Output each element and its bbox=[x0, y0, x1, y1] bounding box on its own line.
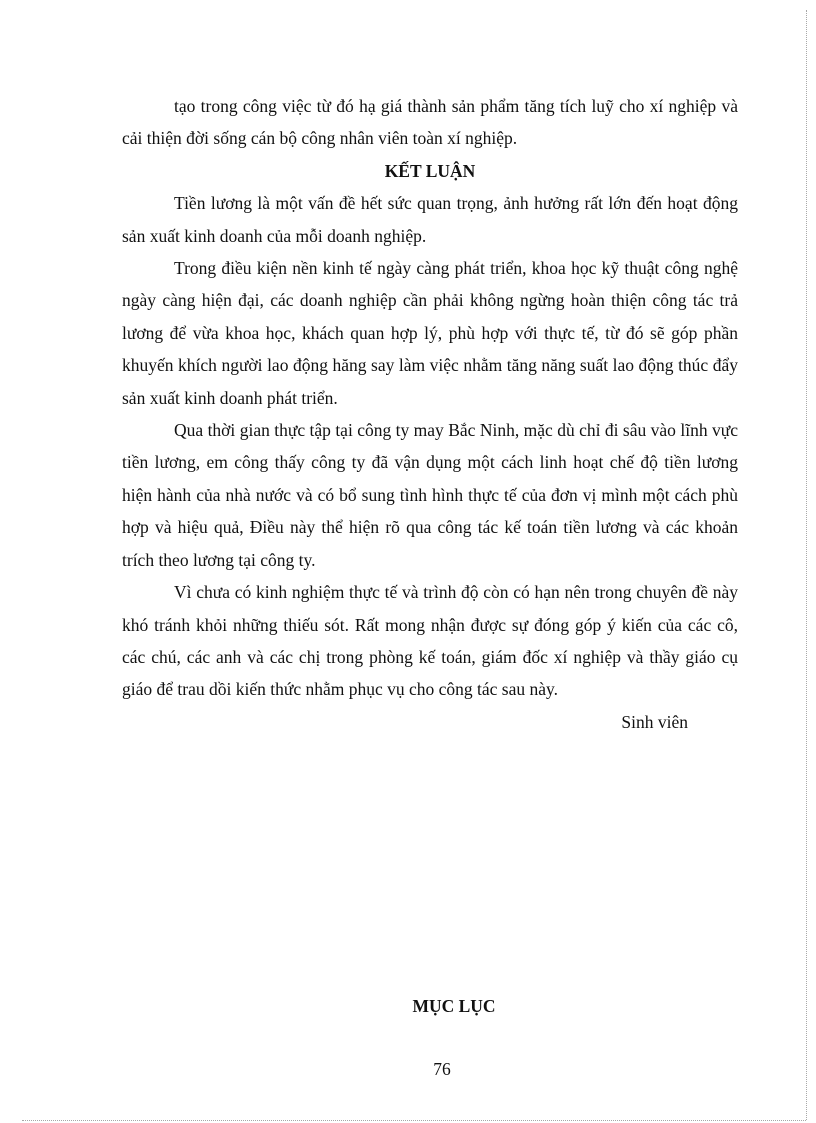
document-body bbox=[122, 90, 738, 738]
page-border-bottom bbox=[22, 1120, 806, 1121]
conclusion-heading: KẾT LUẬN bbox=[384, 160, 476, 181]
conclusion-paragraph-1: Tiền lương là một vấn đề hết sức quan trọng, ảnh hưởng rất lớn đến hoạt động sản xuất kinh doanh của mỗi doanh nghiệp. bbox=[122, 193, 738, 246]
opening-paragraph: tạo trong công việc từ đó hạ giá thành sản phẩm tăng tích luỹ cho xí nghiệp và cải thiện đời sống cán bộ công nhân viên toàn xí nghiệp. bbox=[122, 96, 738, 149]
conclusion-paragraph-4: Vì chưa có kinh nghiệm thực tế và trình độ còn có hạn nên trong chuyên đề này khó tránh khỏi những thiếu sót. Rất mong nhận được sự đóng góp ý kiến của các cô, các chú, các anh và các chị trong phòng kế toán, giám đốc xí nghiệp và thầy giáo cụ giáo để trau dồi kiến thức nhằm phục vụ cho công tác sau này. bbox=[122, 582, 738, 700]
conclusion-paragraph-2: Trong điều kiện nền kinh tế ngày càng phát triển, khoa học kỹ thuật công nghệ ngày càng hiện đại, các doanh nghiệp cần phải không ngừng hoàn thiện công tác trả lương để vừa khoa học, khách quan hợp lý, phù hợp với thực tế, từ đó sẽ góp phần khuyến khích người lao động hăng say làm việc nhằm tăng năng suất lao động thúc đẩy sản xuất kinh doanh phát triển. bbox=[122, 258, 738, 408]
signature-label: Sinh viên bbox=[621, 711, 688, 732]
page-number: 76 bbox=[433, 1059, 451, 1079]
toc-heading: MỤC LỤC bbox=[412, 996, 496, 1016]
conclusion-paragraph-3: Qua thời gian thực tập tại công ty may Bắc Ninh, mặc dù chỉ đi sâu vào lĩnh vực tiền lương, em công thấy công ty đã vận dụng một cách linh hoạt chế độ tiền lương hiện hành của nhà nước và có bổ sung tình hình thực tế của đơn vị mình một cách phù hợp và hiệu quả, Điều này thể hiện rõ qua công tác kế toán tiền lương và các khoản trích theo lương tại công ty. bbox=[122, 420, 738, 570]
page-border-right bbox=[806, 10, 807, 1120]
